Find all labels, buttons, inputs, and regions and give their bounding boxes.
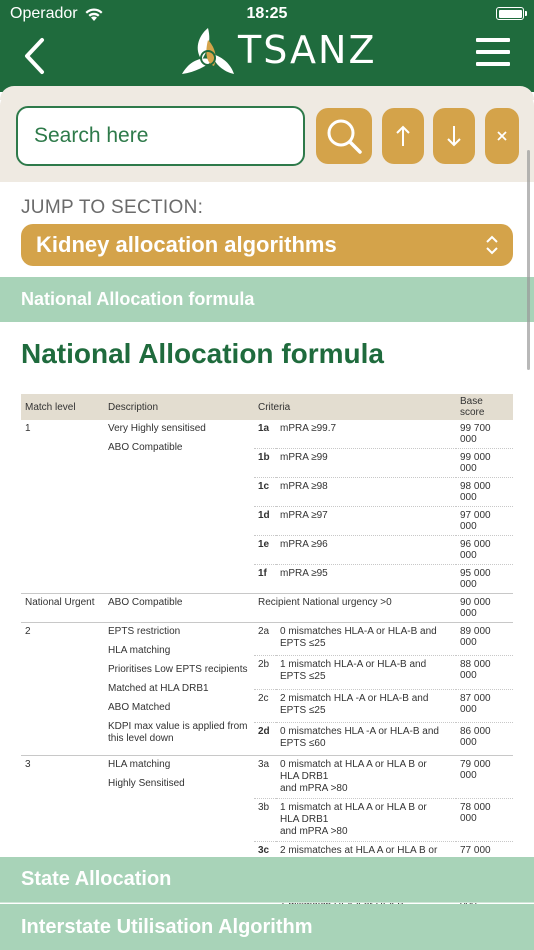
clock: 18:25 bbox=[246, 5, 288, 22]
section-header-state[interactable]: State Allocation bbox=[0, 857, 534, 903]
jump-to-section-label: JUMP TO SECTION: bbox=[21, 197, 204, 218]
table-row: 1f mPRA ≥95 95 000 000 bbox=[21, 565, 513, 594]
app-header bbox=[0, 0, 534, 92]
table-row: 2 EPTS restriction HLA matching Prioritises Low EPTS recipients Matched at HLA DRB1 ABO Matched KDPI max value is applied from this level down 2a 0 mismatches HLA-A or HLA-B and EPTS ≤25 89 000 000 bbox=[21, 623, 513, 656]
column-header-criteria: Criteria bbox=[254, 394, 456, 420]
section-select[interactable] bbox=[21, 224, 513, 266]
scrollbar[interactable] bbox=[527, 150, 530, 370]
table-row: 3b 1 mismatch at HLA A or HLA B or HLA DRB1 and mPRA >80 78 000 000 bbox=[21, 799, 513, 842]
table-row: National Urgent ABO Compatible Recipient National urgency >0 90 000 000 bbox=[21, 594, 513, 623]
search-button[interactable] bbox=[316, 108, 372, 164]
battery-icon bbox=[496, 7, 524, 20]
table-row: 2c 2 mismatch HLA -A or HLA-B and EPTS ≤25 87 000 000 bbox=[21, 689, 513, 722]
section-header-national[interactable]: National Allocation formula bbox=[0, 277, 534, 322]
search-field[interactable] bbox=[16, 106, 305, 166]
arrow-up-icon bbox=[395, 124, 411, 148]
previous-match-button[interactable] bbox=[382, 108, 424, 164]
table-row: 1d mPRA ≥97 97 000 000 bbox=[21, 507, 513, 536]
column-header-match-level: Match level bbox=[21, 394, 104, 420]
allocation-table bbox=[21, 394, 513, 857]
menu-button[interactable] bbox=[476, 38, 510, 66]
close-icon bbox=[496, 130, 508, 142]
page-title: National Allocation formula bbox=[21, 338, 384, 369]
search-input[interactable] bbox=[34, 124, 287, 148]
chevron-up-down-icon bbox=[485, 234, 499, 256]
table-row: 1c mPRA ≥98 98 000 000 bbox=[21, 478, 513, 507]
clear-search-button[interactable] bbox=[485, 108, 519, 164]
column-header-description: Description bbox=[104, 394, 254, 420]
carrier-label: Operador bbox=[10, 5, 78, 22]
hamburger-icon bbox=[476, 38, 510, 42]
next-match-button[interactable] bbox=[433, 108, 475, 164]
column-header-base-score: Base score bbox=[456, 394, 513, 420]
chevron-left-icon bbox=[18, 36, 54, 76]
table-row: 3c 2 mismatches at HLA A or HLA B or 77 000 bbox=[21, 842, 513, 885]
table-row: 1b mPRA ≥99 99 000 000 bbox=[21, 449, 513, 478]
table-row: 3 HLA matching Highly Sensitised 3a 0 mismatch at HLA A or HLA B or HLA DRB1 and mPRA >80 79 000 000 bbox=[21, 756, 513, 799]
table-row: 1e mPRA ≥96 96 000 000 bbox=[21, 536, 513, 565]
table-row: 1 Very Highly sensitised ABO Compatible 1a mPRA ≥99.7 99 700 000 bbox=[21, 420, 513, 449]
brand-title: TSANZ bbox=[238, 28, 377, 72]
table-row: 2b 1 mismatch HLA-A or HLA-B and EPTS ≤25 88 000 000 bbox=[21, 656, 513, 689]
table-row: 2d 0 mismatches HLA -A or HLA-B and EPTS ≤60 86 000 000 bbox=[21, 722, 513, 755]
status-bar bbox=[0, 0, 534, 28]
arrow-down-icon bbox=[446, 124, 462, 148]
back-button[interactable] bbox=[18, 36, 54, 76]
section-select-value: Kidney allocation algorithms bbox=[36, 232, 337, 257]
section-header-interstate[interactable]: Interstate Utilisation Algorithm bbox=[0, 904, 534, 950]
search-icon bbox=[324, 116, 364, 156]
tsanz-logo-icon bbox=[178, 26, 238, 78]
table-header-row bbox=[21, 394, 513, 420]
